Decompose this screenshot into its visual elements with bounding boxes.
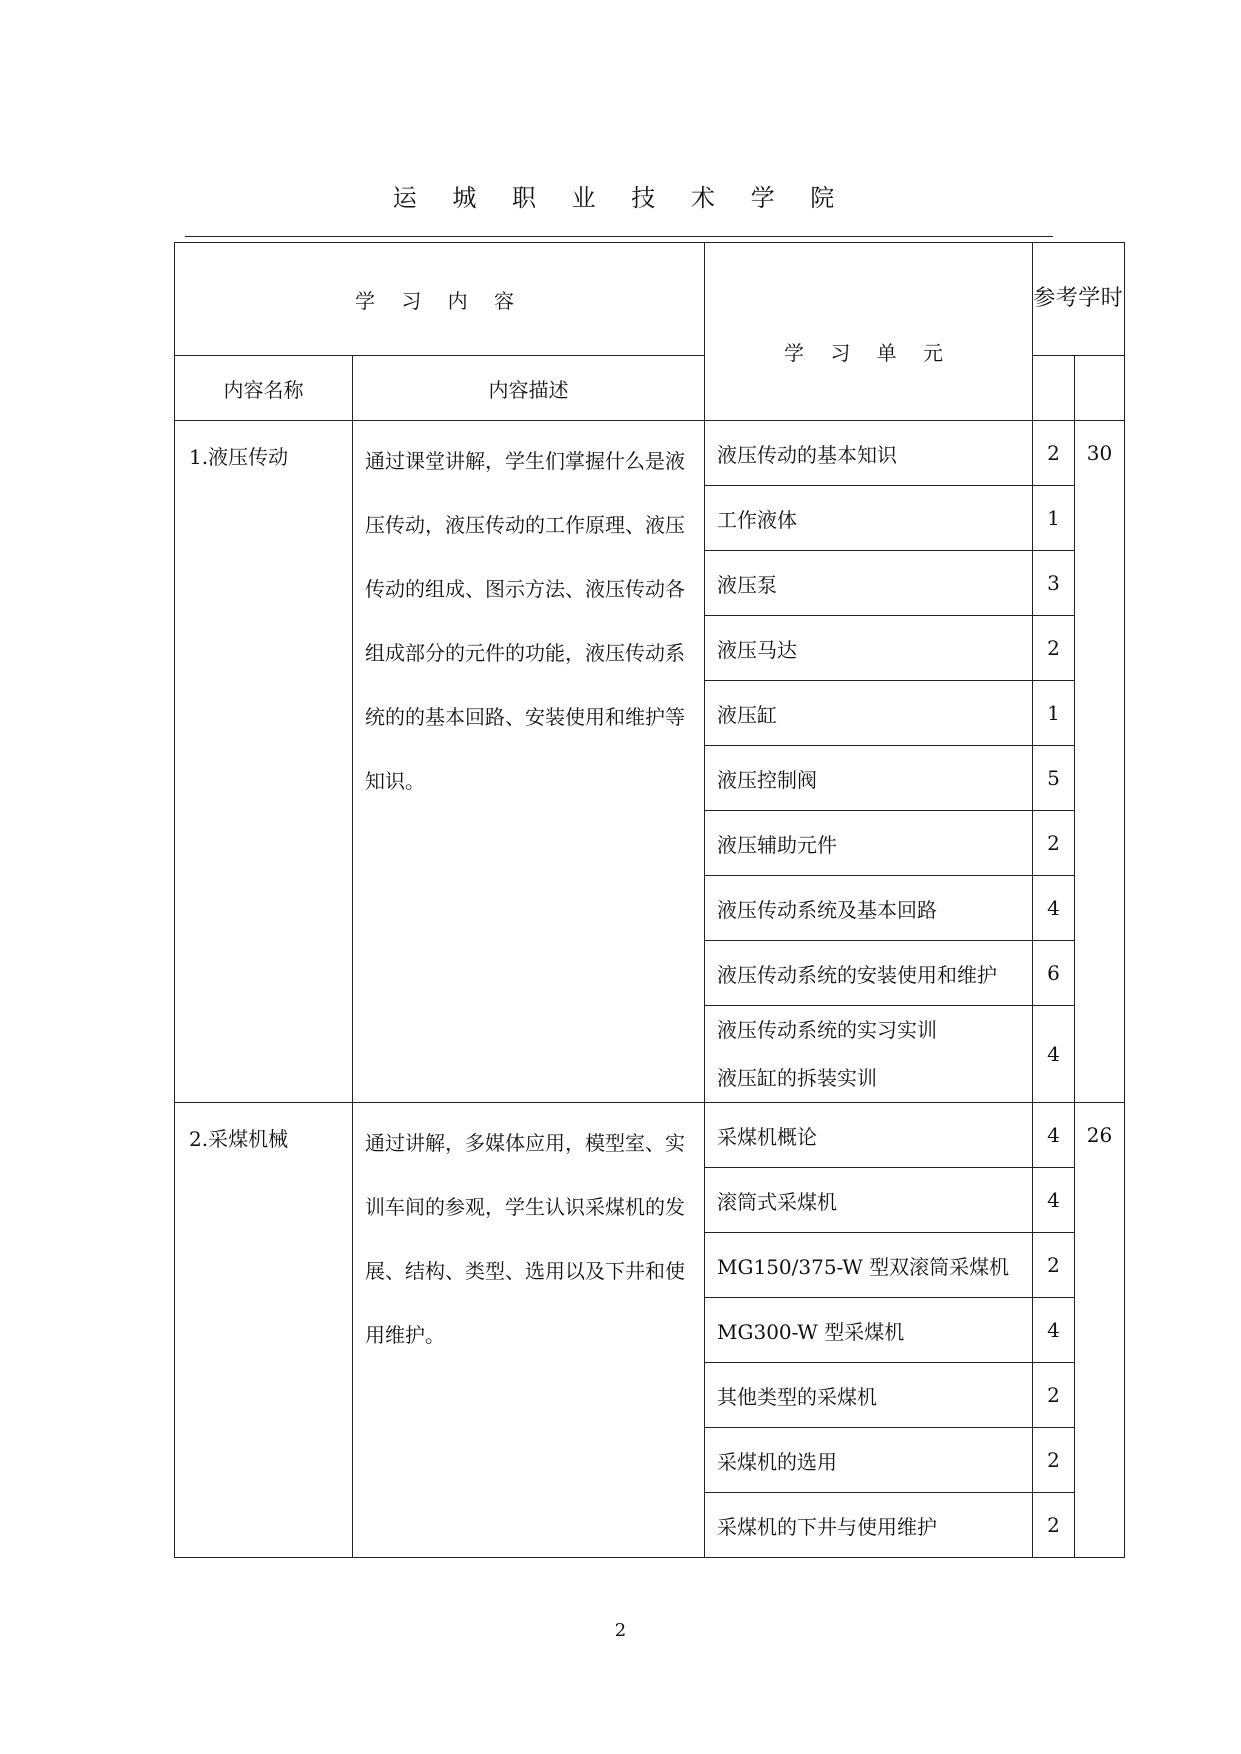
header-rule — [185, 236, 1053, 237]
learning-unit-title: MG150/375-W 型双滚筒采煤机 — [717, 1254, 1010, 1279]
learning-unit-title: 液压传动系统的实习实训 — [717, 1018, 938, 1042]
total-hours-text: 26 — [1086, 1123, 1113, 1147]
learning-unit-title: 采煤机的选用 — [717, 1449, 838, 1474]
learning-unit-cell — [705, 421, 1033, 486]
learning-unit-cell — [705, 1298, 1033, 1363]
content-description-cell — [353, 421, 705, 1103]
learning-unit-title: 工作液体 — [717, 507, 798, 532]
unit-hours-cell: 4 — [1033, 876, 1075, 941]
total-hours-cell — [1075, 421, 1125, 1103]
reference-hours-header — [1033, 243, 1125, 356]
learning-unit-title: MG300-W 型采煤机 — [717, 1319, 905, 1344]
learning-unit-title: 其他类型的采煤机 — [717, 1384, 878, 1409]
learning-unit-title: 液压马达 — [717, 637, 798, 662]
unit-hours-cell: 4 — [1033, 1298, 1075, 1363]
content-description-cell — [353, 1103, 705, 1558]
unit-hours-cell: 6 — [1033, 941, 1075, 1006]
ref-hours-char: 时 — [1100, 286, 1123, 311]
unit-hours-cell: 4 — [1033, 1103, 1075, 1168]
content-name-text: 1.液压传动 — [189, 445, 289, 469]
learning-unit-cell — [705, 551, 1033, 616]
unit-hours-cell: 5 — [1033, 746, 1075, 811]
content-name-cell — [175, 421, 353, 1103]
content-name-header: 内容名称 — [175, 356, 353, 421]
learning-unit-cell — [705, 486, 1033, 551]
ref-hours-char: 参 — [1033, 286, 1056, 311]
learning-unit-cell — [705, 1363, 1033, 1428]
learning-content-header: 学 习 内 容 — [175, 243, 705, 356]
learning-unit-cell — [705, 1006, 1033, 1103]
learning-unit-title: 液压缸 — [717, 702, 778, 727]
unit-hours-cell: 2 — [1033, 1233, 1075, 1298]
learning-unit-title: 采煤机的下井与使用维护 — [717, 1514, 938, 1539]
curriculum-table-body — [175, 243, 1125, 1558]
unit-hours-cell: 3 — [1033, 551, 1075, 616]
unit-hours-cell: 4 — [1033, 1006, 1075, 1103]
learning-unit-cell — [705, 1493, 1033, 1558]
learning-unit-title: 液压传动系统及基本回路 — [717, 897, 938, 922]
learning-unit-cell — [705, 681, 1033, 746]
total-hours-header-cell — [1075, 356, 1125, 421]
content-description-text: 通过课堂讲解，学生们掌握什么是液压传动，液压传动的工作原理、液压传动的组成、图示方法、液压传动各组成部分的元件的功能，液压传动系统的的基本回路、安装使用和维护等知识。 — [365, 449, 685, 793]
page-number: 2 — [614, 1620, 627, 1641]
table-row — [175, 1103, 1125, 1168]
learning-unit-title-line2: 液压缸的拆装实训 — [717, 1066, 878, 1090]
ref-hours-char: 学 — [1078, 286, 1101, 311]
learning-unit-header: 学 习 单 元 — [705, 243, 1033, 421]
learning-unit-cell — [705, 811, 1033, 876]
learning-unit-cell — [705, 1233, 1033, 1298]
content-name-text: 2.采煤机械 — [189, 1127, 289, 1151]
ref-hours-char: 考 — [1055, 286, 1078, 311]
unit-hours-cell: 2 — [1033, 1493, 1075, 1558]
unit-hours-cell: 2 — [1033, 421, 1075, 486]
unit-hours-cell: 1 — [1033, 486, 1075, 551]
curriculum-table — [174, 242, 1125, 1558]
learning-unit-title: 液压传动的基本知识 — [717, 442, 898, 467]
total-hours-text: 30 — [1086, 441, 1113, 465]
content-name-cell — [175, 1103, 353, 1558]
total-hours-cell — [1075, 1103, 1125, 1558]
learning-unit-title: 液压辅助元件 — [717, 832, 838, 857]
unit-hours-cell: 4 — [1033, 1168, 1075, 1233]
content-description-text: 通过讲解，多媒体应用，模型室、实训车间的参观，学生认识采煤机的发展、结构、类型、选用以及下井和使用维护。 — [365, 1131, 685, 1347]
learning-unit-title: 液压控制阀 — [717, 767, 818, 792]
content-desc-header: 内容描述 — [353, 356, 705, 421]
learning-unit-cell — [705, 616, 1033, 681]
table-row — [175, 421, 1125, 486]
learning-unit-cell — [705, 1428, 1033, 1493]
learning-unit-title: 采煤机概论 — [717, 1124, 818, 1149]
learning-unit-cell — [705, 1168, 1033, 1233]
learning-unit-title: 滚筒式采煤机 — [717, 1189, 838, 1214]
learning-unit-cell — [705, 876, 1033, 941]
header-row-1 — [175, 243, 1125, 356]
institution-title: 运 城 职 业 技 术 学 院 — [392, 184, 849, 212]
unit-hours-header-cell — [1033, 356, 1075, 421]
learning-unit-cell — [705, 1103, 1033, 1168]
unit-hours-cell: 2 — [1033, 616, 1075, 681]
unit-hours-cell: 2 — [1033, 1428, 1075, 1493]
learning-unit-title: 液压传动系统的安装使用和维护 — [717, 962, 998, 987]
unit-hours-cell: 2 — [1033, 811, 1075, 876]
unit-hours-cell: 1 — [1033, 681, 1075, 746]
unit-hours-cell: 2 — [1033, 1363, 1075, 1428]
learning-unit-cell — [705, 746, 1033, 811]
learning-unit-cell — [705, 941, 1033, 1006]
learning-unit-title: 液压泵 — [717, 572, 778, 597]
